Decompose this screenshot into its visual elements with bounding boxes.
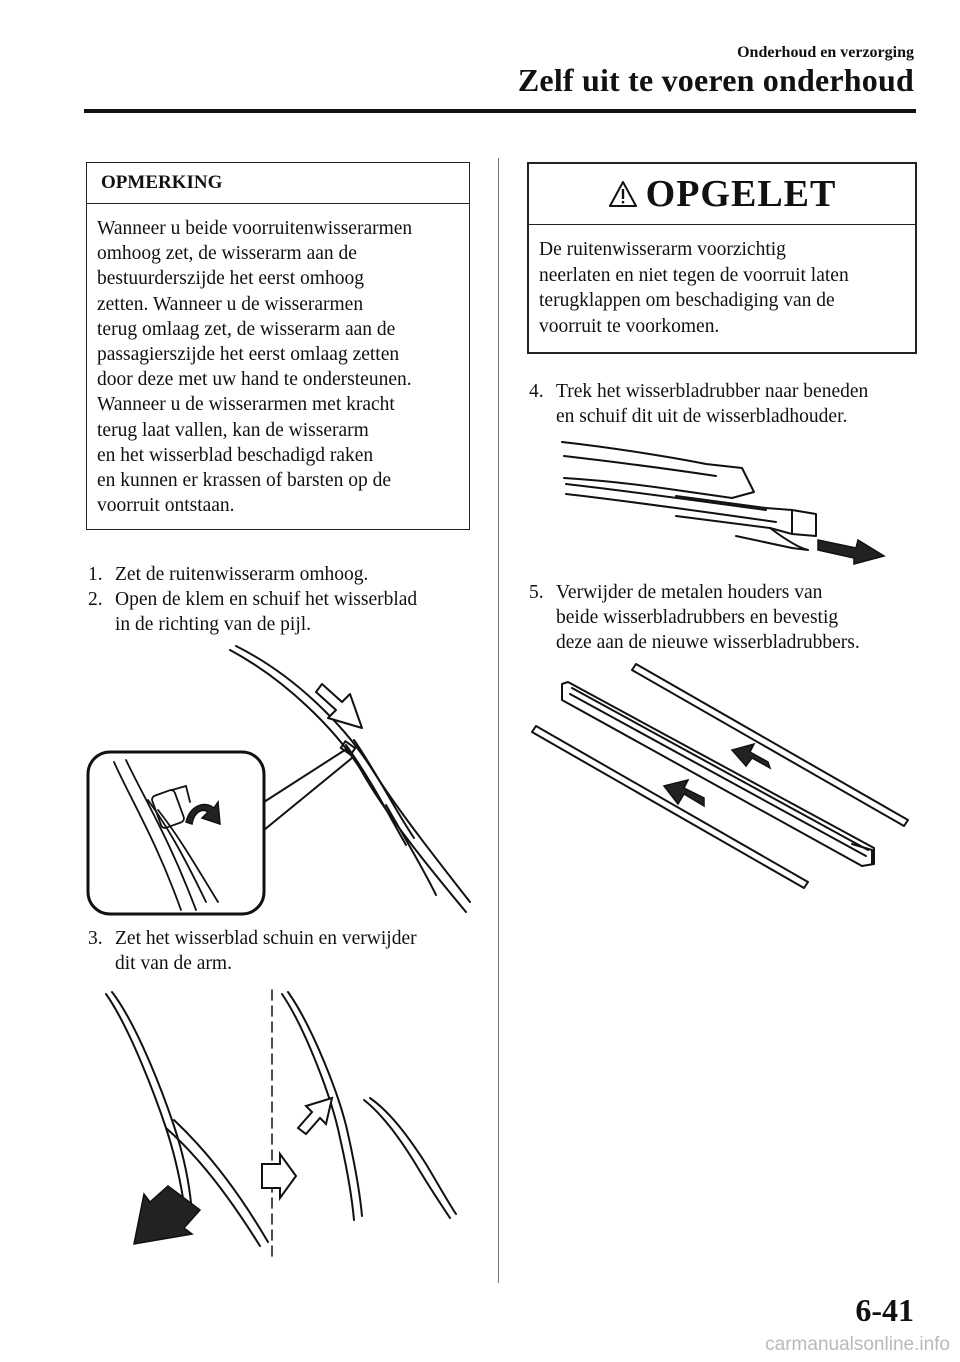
note-line: door deze met uw hand te ondersteunen. <box>97 369 412 391</box>
caution-line: De ruitenwisserarm voorzichtig <box>539 239 786 260</box>
step-number: 1. <box>88 564 103 585</box>
figure-step-5 <box>532 660 912 888</box>
note-body <box>87 204 469 518</box>
note-line: Wanneer u de wisserarmen met kracht <box>97 394 395 416</box>
note-title: OPMERKING <box>87 163 469 204</box>
note-line: omhoog zet, de wisserarm aan de <box>97 243 357 265</box>
step-number: 3. <box>88 928 103 949</box>
note-line: voorruit ontstaan. <box>97 495 235 517</box>
step-5 <box>529 580 860 656</box>
header-rule <box>84 109 916 113</box>
step-text: beide wisserbladrubbers en bevestig <box>556 607 839 629</box>
watermark: carmanualsonline.info <box>765 1334 950 1355</box>
caution-box <box>527 162 917 354</box>
warning-triangle-icon <box>608 180 638 208</box>
note-line: en het wisserblad beschadigd raken <box>97 444 374 466</box>
figure-step-3 <box>100 988 470 1260</box>
step-1 <box>88 562 368 587</box>
figure-step-2 <box>86 640 476 920</box>
chapter-title: Zelf uit te voeren onderhoud <box>517 62 914 98</box>
step-text: Verwijder de metalen houders van <box>556 582 823 603</box>
caution-line: neerlaten en niet tegen de voorruit laten <box>539 264 849 286</box>
caution-line: voorruit te voorkomen. <box>539 315 720 337</box>
step-number: 5. <box>529 582 544 603</box>
note-line: bestuurderszijde het eerst omhoog <box>97 268 364 290</box>
note-box <box>86 162 470 530</box>
step-text: Zet het wisserblad schuin en verwijder <box>115 928 417 949</box>
step-number: 2. <box>88 589 103 610</box>
step-text: Trek het wisserbladrubber naar beneden <box>556 381 869 402</box>
caution-title: OPGELET <box>645 173 837 215</box>
step-text: en schuif dit uit de wisserbladhouder. <box>556 406 848 428</box>
step-text: Zet de ruitenwisserarm omhoog. <box>115 564 369 585</box>
note-line: terug laat vallen, kan de wisserarm <box>97 419 369 441</box>
step-text: in de richting van de pijl. <box>115 614 312 636</box>
note-line: passagierszijde het eerst omlaag zetten <box>97 344 400 366</box>
step-2 <box>88 587 417 637</box>
step-text: dit van de arm. <box>115 953 232 975</box>
figure-step-4 <box>556 436 890 564</box>
note-line: Wanneer u beide voorruitenwisserarmen <box>97 218 413 239</box>
step-text: deze aan de nieuwe wisserbladrubbers. <box>556 632 860 654</box>
section-title: Onderhoud en verzorging <box>737 44 914 61</box>
step-4 <box>529 379 868 429</box>
step-3 <box>88 926 417 976</box>
step-number: 4. <box>529 381 544 402</box>
caution-line: terugklappen om beschadiging van de <box>539 290 835 312</box>
note-line: zetten. Wanneer u de wisserarmen <box>97 293 364 315</box>
column-divider <box>498 158 499 1283</box>
page-number: 6-41 <box>855 1292 914 1328</box>
note-line: en kunnen er krassen of barsten op de <box>97 470 392 492</box>
step-text: Open de klem en schuif het wisserblad <box>115 589 418 610</box>
note-line: terug omlaag zet, de wisserarm aan de <box>97 318 396 340</box>
caution-header <box>529 164 915 225</box>
caution-body <box>529 225 915 339</box>
